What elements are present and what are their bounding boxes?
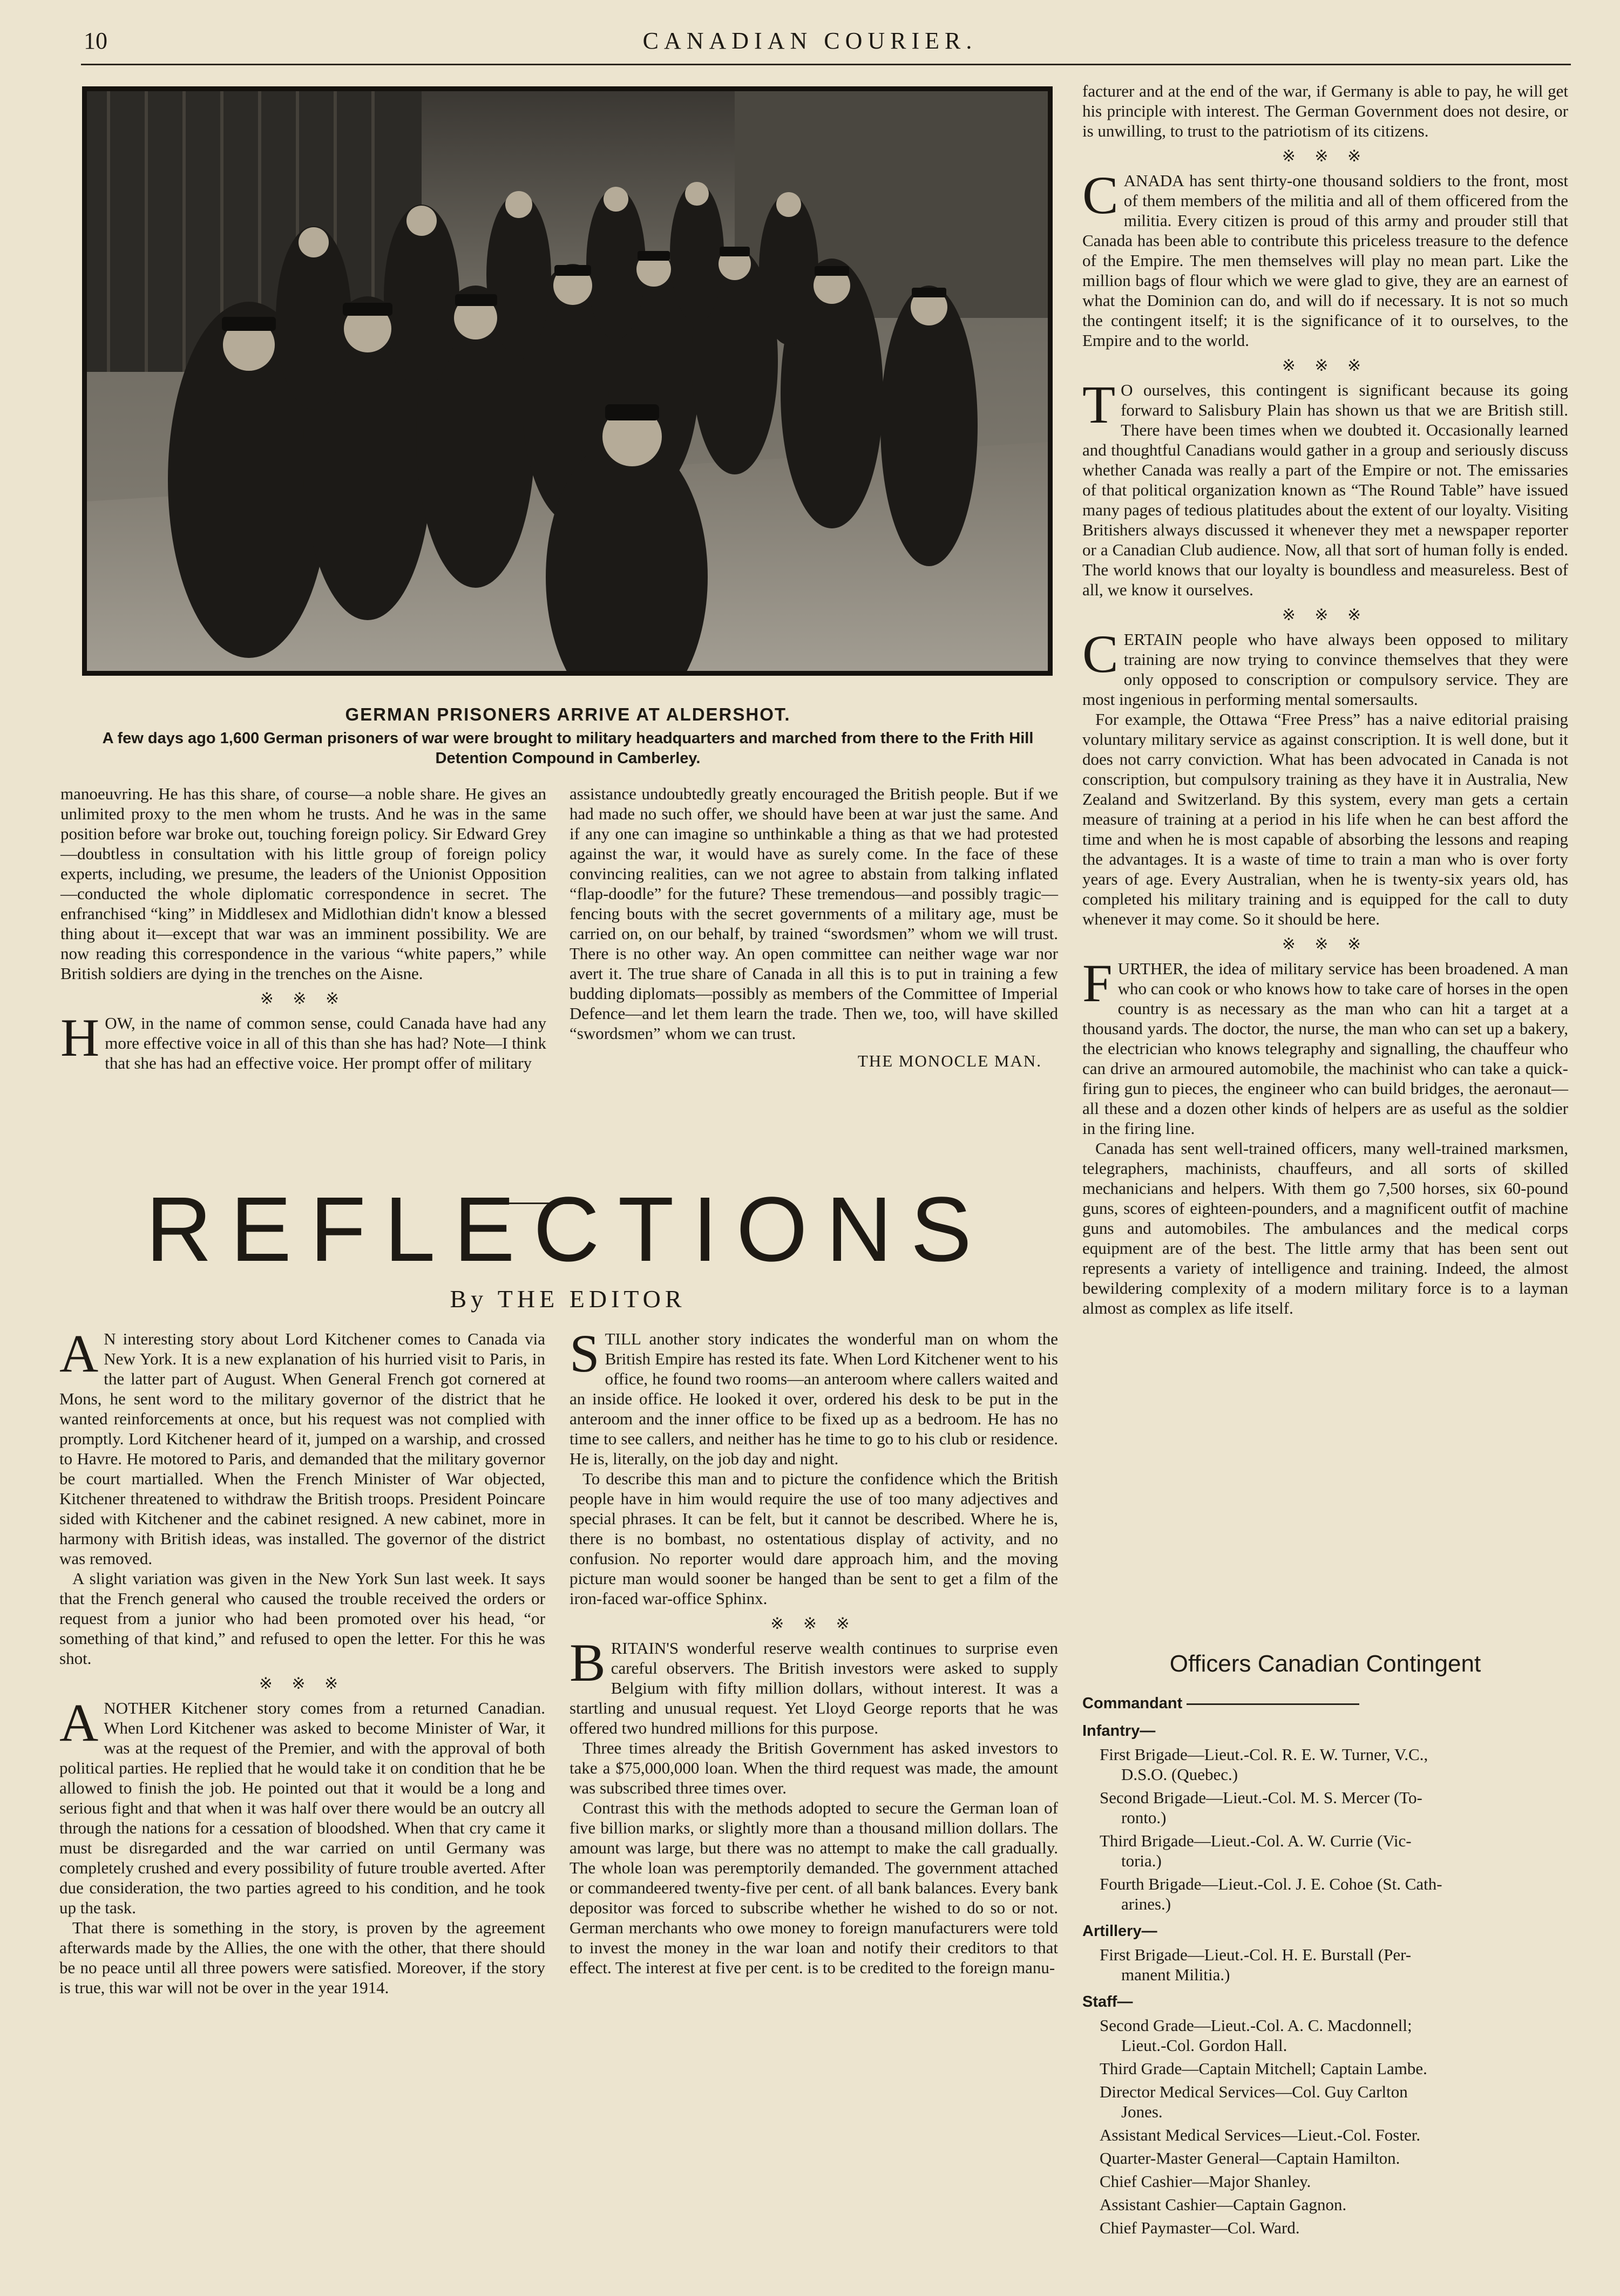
reflections-paragraph-text: N interesting story about Lord Kitchener comes to Canada via New York. It is a new explanation of his hurried visit to Paris, in the latter part of August. When General French got cornered at Mons, he sent word to the military governor of the district that he wanted reinforcements at once, but his request was not complied with promptly. Lord Kitchener heard of it, jumped on a warship, and crossed to Havre. He motored to Paris, and demanded that the military governor be court martialled. When the French Minister of War objected, Kitchener threatened to withdraw the British troops. President Poincare sided with Kitchener and the cabinet resigned. A new cabinet, more in harmony with British ideas, was installed. The governor of the district was removed. (59, 1329, 545, 1568)
officer-entry-continuation: toria.) (1121, 1851, 1162, 1870)
officer-entry (1082, 1744, 1568, 1784)
officer-entry-line: Third Brigade—Lieut.-Col. A. W. Currie (Vic- (1100, 1831, 1412, 1850)
officer-entry-line: Second Grade—Lieut.-Col. A. C. Macdonnell; (1100, 2016, 1412, 2035)
officer-entry (1082, 1945, 1568, 1985)
monocle-paragraph (60, 1008, 546, 1073)
officer-entry-line: Assistant Cashier—Captain Gagnon. (1100, 2195, 1347, 2214)
photo-caption-title: GERMAN PRISONERS ARRIVE AT ALDERSHOT. (345, 704, 791, 724)
officers-heading: Officers Canadian Contingent (1169, 1650, 1481, 1677)
officer-entry (1082, 1831, 1568, 1871)
reflections-paragraph-text: RITAIN'S wonderful reserve wealth continues to surprise even careful observers. The British investors were asked to supply Belgium with fifty million dollars, without interest. It was a startling and unusual request. Yet Lloyd George reports that he was offered two hundred millions for this purpose. (570, 1639, 1058, 1737)
drop-cap: A (59, 1323, 99, 1383)
reflections-paragraph (570, 1323, 1058, 1469)
officer-entry-continuation: ronto.) (1121, 1808, 1167, 1827)
officer-entry (1082, 1874, 1568, 1914)
photo-caption-text: A few days ago 1,600 German prisoners of war were brought to military headquarters and marched from there to the Frith Hill Detention Compound in Camberley. (102, 730, 1034, 767)
reflections-byline: By THE EDITOR (450, 1285, 686, 1313)
drop-cap: B (570, 1633, 606, 1693)
reflections-paragraph: To describe this man and to picture the confidence which the British people have in him would require the use of too many adjectives and special phrases. It can be felt, but it cannot be described. Where he is, there is no bombast, no ostentatious display of activity, and no confusion. No reporter would dare approach him, and the moving picture man would sooner be hanged than be sent to get a film of the iron-faced war-office Sphinx. (570, 1469, 1058, 1608)
officer-entry (1082, 2082, 1568, 2122)
officer-entry (1082, 2171, 1568, 2191)
section-divider-stars: ※ ※ ※ (770, 1615, 857, 1633)
editorial-paragraph (1082, 953, 1568, 1138)
drop-cap: C (1082, 624, 1119, 684)
officer-entry (1082, 2059, 1568, 2078)
monocle-paragraph: manoeuvring. He has this share, of course—a noble share. He gives an unlimited proxy to the men whom he trusts. And he was in the same position before war broke out, touching foreign policy. Sir Edward Grey—doubtless in consultation with his little group of foreign policy experts, including, we presume, the leaders of the Unionist Opposition—conducted the whole diplomatic correspondence in secret. The enfranchised “king” in Middlesex and Midlothian didn't know a blessed thing about it—except that war was an imminent possibility. We are now reading this correspondence in the various “white papers,” while British soldiers are dying in the trenches on the Aisne. (60, 784, 546, 983)
section-divider-stars: ※ ※ ※ (1282, 606, 1369, 624)
officer-entry (1082, 2195, 1568, 2215)
section-divider-stars: ※ ※ ※ (1282, 147, 1369, 165)
editorial-paragraph-text: ANADA has sent thirty-one thousand soldiers to the front, most of them members of the militia and all of them officered from the militia. Every citizen is proud of this army and prouder still that Canada has been able to contribute this priceless treasure to the defence of the Empire. The men themselves will play no mean part. Like the million bags of flour which we were glad to give, they are an earnest of what the Dominion can do, and will do if necessary. It is not so much the contingent itself; it is the significance of it to ourselves, to the Empire and to the world. (1082, 171, 1568, 350)
officers-list (1082, 1686, 1568, 2241)
editorial-paragraph: Canada has sent well-trained officers, many well-trained marksmen, telegraphers, machinists, chauffeurs, and all sorts of skilled mechanicians and helpers. With them go 7,500 horses, six 60-pound guns, scores of eighteen-pounders, and a magnificent outfit of machine guns and automobiles. The ambulances and the medical corps equipment are of the best. The little army that has been sent out represents a variety of intelligence and training. Indeed, the almost bewildering complexity of a modern military force is to a layman almost as complex as life itself. (1082, 1139, 1568, 1317)
commandant-label: Commandant (1082, 1694, 1568, 1714)
reflections-paragraph-text: TILL another story indicates the wonderful man on whom the British Empire has rested its fate. When Lord Kitchener went to his office, he found two rooms—an anteroom where callers waited and an inside office. He looked it over, ordered his desk to be put in the anteroom and the inner office to be fixed up as a bedroom. He has no time to see callers, and neither has he time to go to his club or residence. He is, literally, on the job day and night. (570, 1329, 1058, 1468)
reflections-column-left (59, 1323, 545, 1998)
reflections-heading: REFLECTIONS (145, 1178, 991, 1281)
officer-entry (1082, 2125, 1568, 2145)
officer-entry-line: First Brigade—Lieut.-Col. H. E. Burstall (Per- (1100, 1945, 1412, 1964)
reflections-paragraph (59, 1323, 545, 1568)
reflections-paragraph: Contrast this with the methods adopted to secure the German loan of five billion marks, or slightly more than a thousand million dollars. The amount was large, but there was no attempt to make the call gradually. The whole loan was peremptorily demanded. The government attached or commandeered twenty-five per cent. of all bank balances. Every bank depositor was forced to subscribe whether he wished to do so or not. German merchants who owe money to foreign manufacturers were told to invest the money in the war loan and notify their creditors to that effect. The interest at five per cent. is to be credited to the foreign manu- (570, 1798, 1058, 1977)
staff-label: Staff— (1082, 1993, 1133, 2010)
artillery-label: Artillery— (1082, 1923, 1157, 1940)
officer-entry (1082, 2148, 1568, 2168)
officer-entry-line: Second Brigade—Lieut.-Col. M. S. Mercer (To- (1100, 1788, 1422, 1807)
editorial-paragraph: facturer and at the end of the war, if Germany is able to pay, he will get his principle with interest. The German Government does not desire, or is unwilling, to trust to the patriotism of its citizens. (1082, 81, 1568, 140)
officer-entry-line: Quarter-Master General—Captain Hamilton. (1100, 2149, 1400, 2168)
right-column-text (1082, 81, 1568, 1318)
monocle-signature: THE MONOCLE MAN. (857, 1051, 1042, 1070)
reflections-paragraph (59, 1693, 545, 1918)
officer-entry (1082, 2218, 1568, 2238)
officer-entry-line: First Brigade—Lieut.-Col. R. E. W. Turner, V.C., (1100, 1745, 1428, 1764)
page-number: 10 (84, 28, 107, 54)
reflections-column-middle (570, 1323, 1058, 1978)
officer-entry-line: Third Grade—Captain Mitchell; Captain Lambe. (1100, 2059, 1427, 2078)
staff-entries (1082, 2015, 1568, 2238)
reflections-paragraph: A slight variation was given in the New York Sun last week. It says that the French general who caused the trouble received the orders or request from a junior who had been promoted over his head, “or something of that kind,” and refused to open the letter. For this he was shot. (59, 1569, 545, 1668)
infantry-entries (1082, 1744, 1568, 1914)
prisoners-photograph (82, 86, 1053, 676)
reflections-paragraph: Three times already the British Government has asked investors to take a $75,000,000 loan. When the third request was made, the amount was subscribed three times over. (570, 1738, 1058, 1797)
drop-cap: H (60, 1008, 100, 1068)
editorial-paragraph-text: ERTAIN people who have always been opposed to military training are now trying to convince themselves that they were only opposed to conscription or compulsory service. They are most ingenious in performing mental somersaults. (1082, 630, 1568, 709)
commandant-rule (1187, 1703, 1359, 1705)
editorial-paragraph: For example, the Ottawa “Free Press” has a naive editorial praising voluntary military service as against conscription. It is well done, but it does not carry conviction. What has been advocated in Canada is not conscription, but compulsory training as they have it in Australia, New Zealand and Switzerland. By this system, every man gets a certain measure of training at a period in his life when he can best afford the time and when he is most capable of absorbing the lessons and reaping the advantages. It is a waste of time to train a man who is over forty years of age. Every Australian, when he is twenty-six years old, has completed his military training and is equipped for the call to duty whenever it may come. So it should be here. (1082, 710, 1568, 928)
officer-entry-continuation: D.S.O. (Quebec.) (1121, 1765, 1238, 1784)
photo-illustration (87, 91, 1048, 671)
officer-entry-line: Fourth Brigade—Lieut.-Col. J. E. Cohoe (St. Cath- (1100, 1874, 1442, 1893)
officer-entry-continuation: manent Militia.) (1121, 1965, 1230, 1984)
drop-cap: A (59, 1693, 99, 1752)
monocle-paragraph: assistance undoubtedly greatly encouraged the British people. But if we had made no such offer, we should have been at war just the same. And if any one can imagine so unthinkable a thing as that we had protested against the war, it would have as surely come. In the face of these convincing realities, can we not agree to abstain from talking inflated “flap-doodle” for the future? These tremendous—and possibly tragic—fencing bouts with the secret governments of a military age, must be carried on, on our behalf, by trained “swordsmen” whom we will trust. There is no other way. An open committee can neither wage war nor avert it. The true share of Canada in all this is to put in training a few budding diplomats—possibly as members of the Committee of Imperial Defence—and let them learn the trade. Then we, too, will have skilled “swordsmen” whom we can trust. (570, 784, 1058, 1043)
officer-entry-line: Chief Cashier—Major Shanley. (1100, 2172, 1311, 2191)
section-divider-stars: ※ ※ ※ (260, 990, 347, 1008)
publication-title: CANADIAN COURIER. (642, 28, 978, 54)
officer-entry-line: Assistant Medical Services—Lieut.-Col. Foster. (1100, 2125, 1421, 2144)
editorial-paragraph-text: O ourselves, this contingent is significant because its going forward to Salisbury Plain has shown us that we are British still. There have been times when we doubted it. Occasionally learned and thoughtful Canadians would gather in a group and seriously discuss whether Canada was really a part of the Empire or not. The emissaries of that political organization known as “The Round Table” have issued many pages of tedious platitudes about the extent of our loyalty. Visiting Britishers always discussed it whenever they met a newspaper reporter or a Canadian Club audience. Now, all that sort of human folly is ended. The world knows that our loyalty is boundless and measureless. Best of all, we know it ourselves. (1082, 381, 1568, 599)
header-rule (81, 64, 1571, 65)
officer-entry-line: Chief Paymaster—Col. Ward. (1100, 2218, 1300, 2237)
section-divider-stars: ※ ※ ※ (1282, 935, 1369, 953)
infantry-label: Infantry— (1082, 1722, 1156, 1740)
officer-entry-continuation: Jones. (1121, 2102, 1163, 2121)
drop-cap: C (1082, 165, 1119, 225)
editorial-paragraph (1082, 375, 1568, 600)
section-divider-stars: ※ ※ ※ (1282, 357, 1369, 375)
reflections-paragraph-text: NOTHER Kitchener story comes from a returned Canadian. When Lord Kitchener was asked to become Minister of War, it was at the request of the Premier, and with the approval of both political parties. He replied that he would take it on condition that he be allowed to finish the job. He pointed out that it would be a long and serious fight and that when it was half over there would be an outcry all through the nations for a cessation of bloodshed. When that cry came it must be disregarded and the war carried on until Germany was completely crushed and every possibility of future trouble averted. After due consideration, the two parties agreed to his condition, and he took up the task. (59, 1699, 545, 1917)
editorial-paragraph (1082, 624, 1568, 709)
drop-cap: T (1082, 375, 1116, 434)
editorial-paragraph-text: URTHER, the idea of military service has been broadened. A man who can cook or who knows how to take care of horses in the open country is as necessary as the man who can hit a target at a thousand yards. The doctor, the nurse, the man who can set up a bakery, the electrician who knows telegraphy and signalling, the chauffeur who can drive an armoured automobile, the machinist who can take a quick-firing gun to pieces, the engineer who can build bridges, the aeronaut—all these and a dozen other kinds of helpers are as useful as the soldier in the firing line. (1082, 959, 1568, 1138)
reflections-paragraph: That there is something in the story, is proven by the agreement afterwards made by the Allies, the one with the other, that there should be no peace until all three powers were satisfied. Moreover, if the story is true, this war will not be over in the year 1914. (59, 1918, 545, 1997)
reflections-paragraph (570, 1633, 1058, 1738)
officer-entry-continuation: arines.) (1121, 1894, 1171, 1913)
drop-cap: S (570, 1323, 600, 1383)
monocle-column-right (570, 784, 1058, 1071)
editorial-paragraph (1082, 165, 1568, 350)
monocle-column-left (60, 784, 546, 1073)
drop-cap: F (1082, 953, 1113, 1013)
officer-entry (1082, 1788, 1568, 1828)
officer-entry-continuation: Lieut.-Col. Gordon Hall. (1121, 2036, 1287, 2055)
officer-entry (1082, 2015, 1568, 2055)
monocle-paragraph-text: OW, in the name of common sense, could Canada have had any more effective voice in all of this than she has had? Note—I think that she has had an effective voice. Her prompt offer of military (105, 1014, 546, 1072)
artillery-entries (1082, 1945, 1568, 1985)
officer-entry-line: Director Medical Services—Col. Guy Carlton (1100, 2082, 1408, 2101)
section-divider-stars: ※ ※ ※ (259, 1675, 346, 1693)
